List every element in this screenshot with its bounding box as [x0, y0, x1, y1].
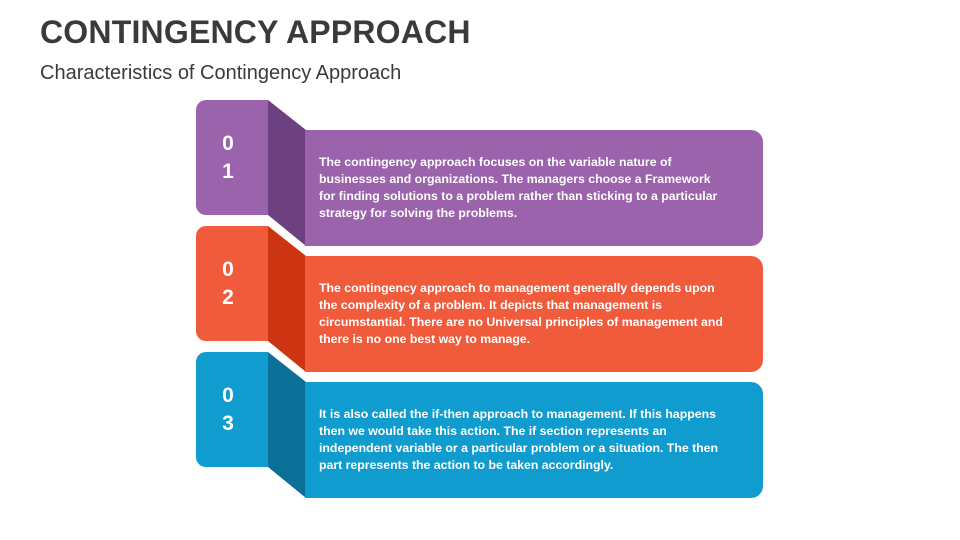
description-text-2: The contingency approach to management generally depends upon the complexity of a problem. It depicts that management is circumstantial. There are no Universal principles of management and there is no one best way to manage.	[319, 281, 723, 346]
ribbon-fold-3	[268, 352, 306, 498]
ribbon-fold-2	[268, 226, 306, 372]
number-tab-1	[196, 100, 268, 215]
number-digit-2a: 0	[222, 257, 234, 281]
number-tab-2	[196, 226, 268, 341]
description-text-3: It is also called the if-then approach to management. If this happens then we would take this action. The if section represents an independent variable or a particular problem or a situation. The then part represents the action to be taken accordingly.	[319, 407, 719, 472]
number-tab-3	[196, 352, 268, 467]
description-card-3	[305, 382, 763, 498]
ribbon-fold-1	[268, 100, 306, 246]
page-title: CONTINGENCY APPROACH	[40, 14, 471, 50]
number-digit-3b: 3	[222, 411, 234, 435]
characteristic-item-3	[0, 352, 960, 502]
number-digit-1b: 1	[222, 159, 234, 183]
page-subtitle: Characteristics of Contingency Approach	[40, 62, 402, 84]
number-digit-3a: 0	[222, 383, 234, 407]
number-digit-1a: 0	[222, 131, 234, 155]
description-text-1: The contingency approach focuses on the variable nature of businesses and organizations. The managers choose a Framework for finding solutions to a problem rather than sticking to a particular strategy for solving the problems.	[319, 155, 718, 220]
number-digit-2b: 2	[222, 285, 234, 309]
